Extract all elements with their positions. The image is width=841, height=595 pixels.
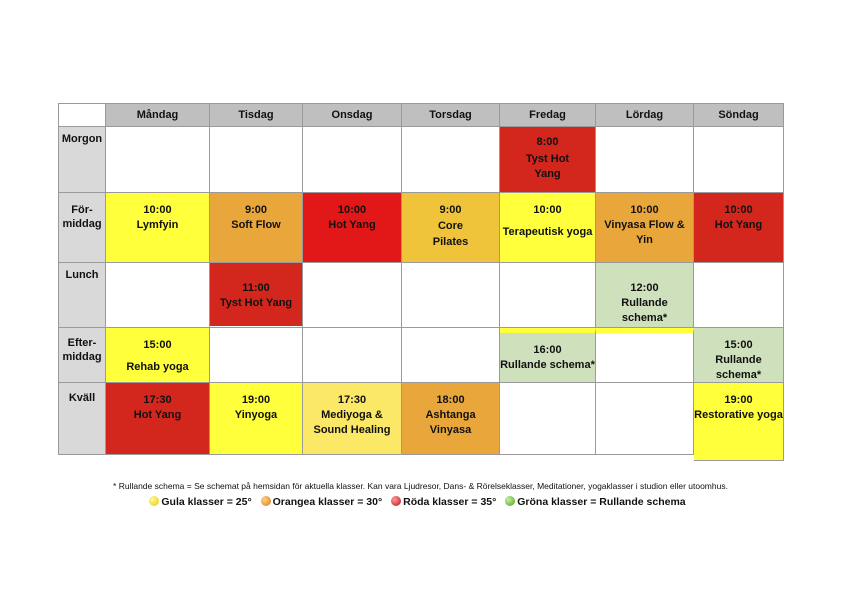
class-lunch-tisdag[interactable] bbox=[210, 263, 302, 326]
legend-label: Gröna klasser = Rullande schema bbox=[517, 496, 686, 508]
class-name: Mediyoga & Sound Healing bbox=[313, 409, 391, 436]
class-name: Rullande schema* bbox=[621, 297, 668, 324]
empty-cell bbox=[303, 263, 402, 328]
class-name: Soft Flow bbox=[231, 219, 281, 231]
red-dot-icon bbox=[391, 496, 401, 506]
empty-cell bbox=[303, 328, 402, 383]
class-kvall-mandag[interactable] bbox=[106, 383, 210, 455]
class-name: Core Pilates bbox=[432, 220, 469, 248]
class-time: 10:00 bbox=[630, 204, 659, 216]
green-dot-icon bbox=[505, 496, 515, 506]
empty-cell bbox=[402, 127, 500, 193]
empty-cell bbox=[210, 263, 303, 328]
empty-cell bbox=[694, 263, 784, 328]
empty-cell bbox=[500, 263, 596, 328]
class-time: 19:00 bbox=[724, 394, 753, 406]
legend-item-red bbox=[391, 496, 496, 508]
class-formiddag-mandag[interactable] bbox=[106, 193, 210, 263]
row-label-eftermiddag: Efter- middag bbox=[59, 328, 106, 383]
class-time: 15:00 bbox=[143, 339, 172, 351]
class-name: Yinyoga bbox=[234, 409, 278, 421]
legend-label: Röda klasser = 35° bbox=[403, 496, 497, 508]
class-time: 9:00 bbox=[439, 204, 462, 216]
class-time: 19:00 bbox=[241, 394, 271, 406]
class-formiddag-torsdag[interactable] bbox=[402, 193, 500, 263]
row-label-lunch: Lunch bbox=[59, 263, 106, 328]
class-time: 17:30 bbox=[143, 394, 172, 406]
row-label-kvall: Kväll bbox=[59, 383, 106, 455]
class-name: Tyst Hot Yang bbox=[219, 297, 293, 309]
day-header-fredag: Fredag bbox=[500, 104, 596, 127]
row-label-morgon: Morgon bbox=[59, 127, 106, 193]
class-eftermiddag-sondag[interactable] bbox=[694, 328, 784, 383]
class-eftermiddag-fredag[interactable] bbox=[500, 328, 596, 383]
class-name: Hot Yang bbox=[133, 409, 182, 421]
corner-cell bbox=[59, 104, 106, 127]
class-name: Ashtanga Vinyasa bbox=[425, 409, 476, 436]
class-name: Tyst Hot Yang bbox=[525, 153, 570, 180]
row-label-formiddag: För- middag bbox=[59, 193, 106, 263]
day-header-sondag: Söndag bbox=[694, 104, 784, 127]
orange-dot-icon bbox=[261, 496, 271, 506]
class-formiddag-tisdag[interactable] bbox=[210, 193, 303, 263]
class-time: 11:00 bbox=[242, 282, 270, 294]
class-time: 16:00 bbox=[533, 344, 562, 356]
class-name: Terapeutisk yoga bbox=[502, 226, 593, 238]
color-legend bbox=[0, 496, 841, 508]
class-name: Vinyasa Flow & Yin bbox=[604, 219, 685, 246]
empty-cell bbox=[402, 328, 500, 383]
class-name: Rehab yoga bbox=[126, 361, 189, 373]
empty-cell bbox=[500, 383, 596, 455]
class-time: 10:00 bbox=[143, 204, 172, 216]
class-name: Rullande schema* bbox=[715, 354, 762, 381]
class-formiddag-lordag[interactable] bbox=[596, 193, 694, 263]
class-kvall-tisdag[interactable] bbox=[210, 383, 303, 455]
class-formiddag-fredag[interactable] bbox=[500, 193, 596, 263]
legend-item-orange bbox=[261, 496, 383, 508]
class-time: 9:00 bbox=[244, 204, 268, 216]
class-kvall-torsdag[interactable] bbox=[402, 383, 500, 455]
class-time: 17:30 bbox=[337, 394, 367, 406]
class-formiddag-sondag[interactable] bbox=[694, 193, 784, 263]
class-kvall-sondag[interactable] bbox=[694, 383, 784, 461]
legend-label: Orangea klasser = 30° bbox=[272, 496, 383, 508]
class-formiddag-onsdag[interactable] bbox=[303, 193, 402, 263]
class-time: 12:00 bbox=[630, 282, 659, 294]
class-time: 8:00 bbox=[536, 136, 559, 148]
empty-cell bbox=[210, 127, 303, 193]
day-header-torsdag: Torsdag bbox=[402, 104, 500, 127]
class-time: 10:00 bbox=[533, 204, 562, 216]
class-kvall-onsdag[interactable] bbox=[303, 383, 402, 455]
class-time: 10:00 bbox=[337, 204, 367, 216]
class-morgon-fredag[interactable] bbox=[500, 127, 596, 193]
legend-label: Gula klasser = 25° bbox=[161, 496, 252, 508]
day-header-tisdag: Tisdag bbox=[210, 104, 303, 127]
empty-cell bbox=[402, 263, 500, 328]
legend-item-green bbox=[505, 496, 685, 508]
class-name: Lymfyin bbox=[136, 219, 179, 231]
class-lunch-lordag[interactable] bbox=[596, 263, 694, 328]
yellow-dot-icon bbox=[149, 496, 159, 506]
empty-cell bbox=[596, 127, 694, 193]
empty-cell bbox=[106, 127, 210, 193]
empty-cell bbox=[596, 383, 694, 455]
class-time: 10:00 bbox=[724, 204, 753, 216]
day-header-onsdag: Onsdag bbox=[303, 104, 402, 127]
empty-cell bbox=[303, 127, 402, 193]
class-eftermiddag-mandag[interactable] bbox=[106, 328, 210, 383]
empty-cell bbox=[106, 263, 210, 328]
footnote: * Rullande schema = Se schemat på hemsidan för aktuella klasser. Kan vara Ljudresor, Dans- & Rörelseklasser, Meditationer, yogaklasser i studion eller utoomhus. bbox=[113, 481, 728, 491]
empty-cell bbox=[694, 127, 784, 193]
schedule-table bbox=[58, 103, 784, 455]
class-name: Hot Yang bbox=[328, 219, 376, 231]
class-time: 18:00 bbox=[436, 394, 465, 406]
empty-cell bbox=[596, 328, 694, 383]
class-name: Restorative yoga bbox=[694, 409, 783, 421]
empty-cell bbox=[210, 328, 303, 383]
class-name: Rullande schema* bbox=[500, 359, 595, 371]
day-header-lordag: Lördag bbox=[596, 104, 694, 127]
class-time: 15:00 bbox=[724, 339, 753, 351]
legend-item-yellow bbox=[149, 496, 251, 508]
class-name: Hot Yang bbox=[714, 219, 763, 231]
day-header-mandag: Måndag bbox=[106, 104, 210, 127]
